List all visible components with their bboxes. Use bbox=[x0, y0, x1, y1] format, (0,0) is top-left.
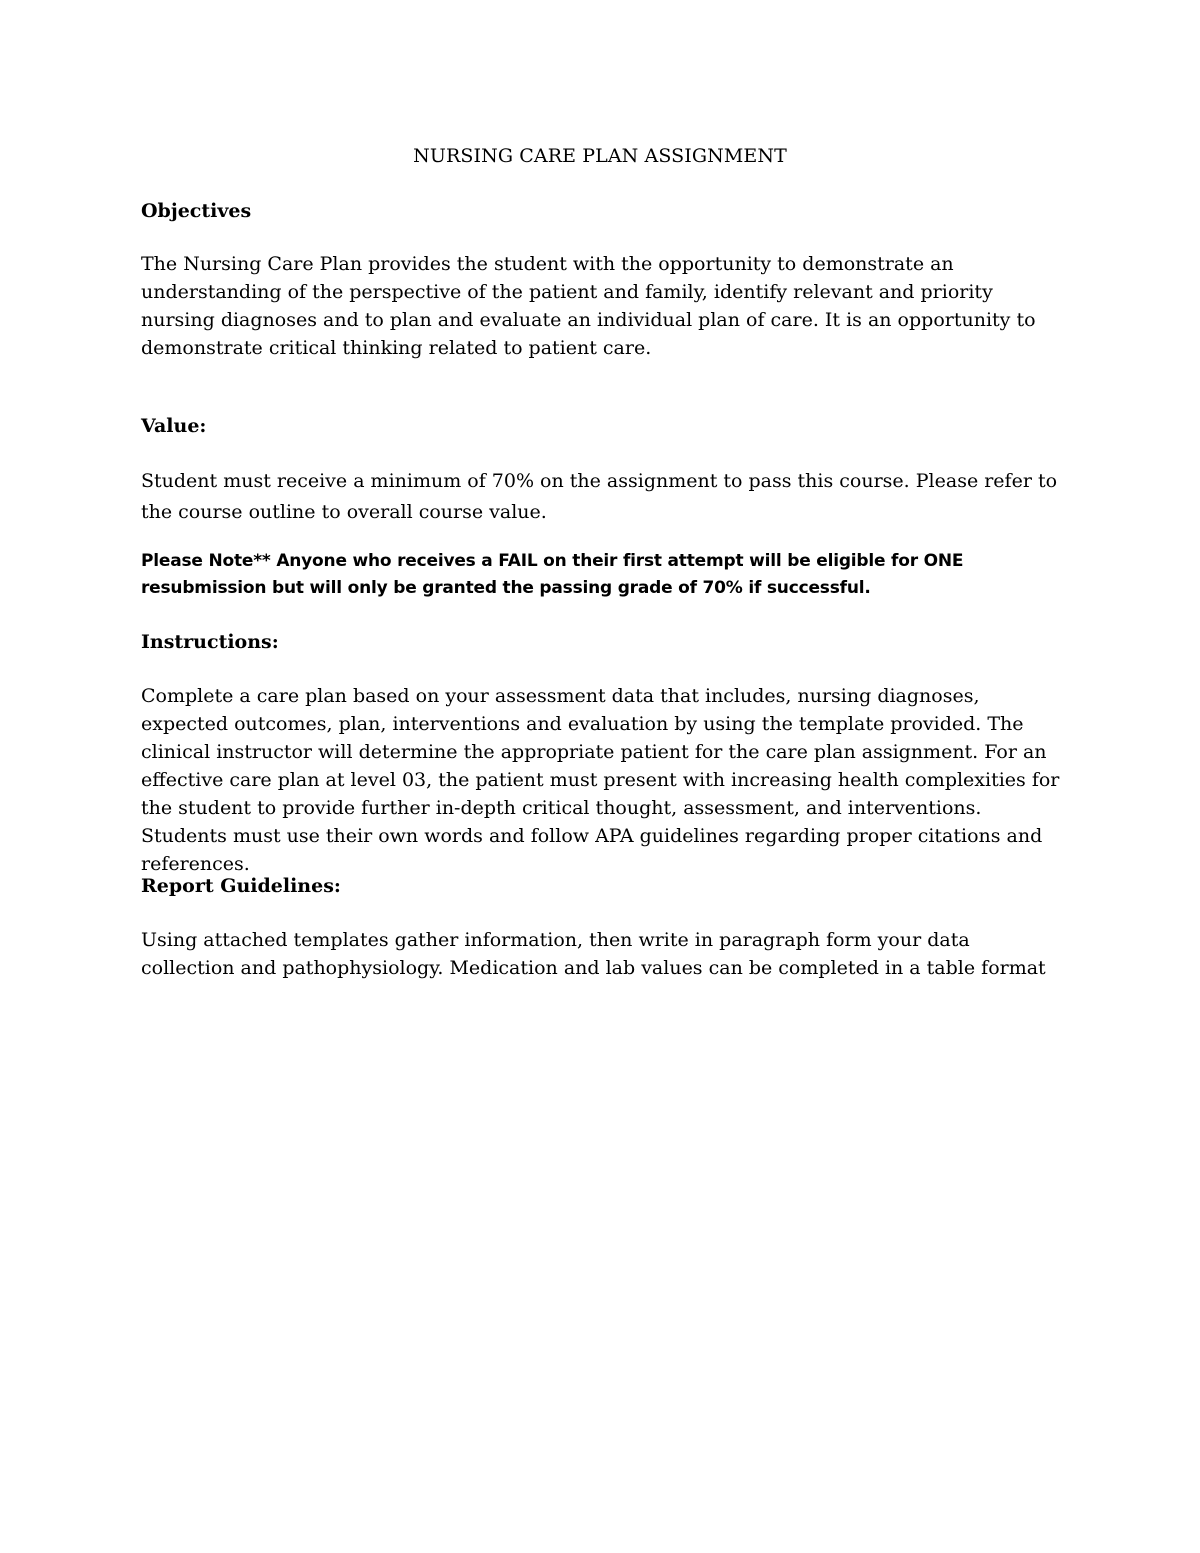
resubmission-note: Please Note** Anyone who receives a FAIL on their first attempt will be eligible for ONE resubmission but will only be granted the passing grade of 70% if successful. bbox=[141, 551, 964, 598]
objectives-paragraph: The Nursing Care Plan provides the student with the opportunity to demonstrate an understanding of the perspective of the patient and family, identify relevant and priority nursing diagnoses and to plan and evaluate an individual plan of care. It is an opportunity to demonstrate critical thinking related to patient care. bbox=[141, 253, 1036, 359]
objectives-heading: Objectives bbox=[141, 200, 252, 222]
instructions-paragraph: Complete a care plan based on your assessment data that includes, nursing diagnoses, expected outcomes, plan, interventions and evaluation by using the template provided. The clinical instructor will determine the appropriate patient for the care plan assignment. For an effective care plan at level 03, the patient must present with increasing health complexities for the student to provide further in-depth critical thought, assessment, and interventions. Students must use their own words and follow APA guidelines regarding proper citations and references. bbox=[141, 685, 1060, 875]
value-heading: Value: bbox=[141, 415, 207, 437]
document-title: NURSING CARE PLAN ASSIGNMENT bbox=[413, 145, 787, 167]
value-paragraph: Student must receive a minimum of 70% on the assignment to pass this course. Please refer to the course outline to overall course value. bbox=[141, 470, 1058, 523]
report-guidelines-paragraph: Using attached templates gather information, then write in paragraph form your data collection and pathophysiology. Medication and lab values can be completed in a table format bbox=[141, 929, 1046, 979]
report-guidelines-heading: Report Guidelines: bbox=[141, 875, 341, 897]
instructions-heading: Instructions: bbox=[141, 631, 279, 653]
